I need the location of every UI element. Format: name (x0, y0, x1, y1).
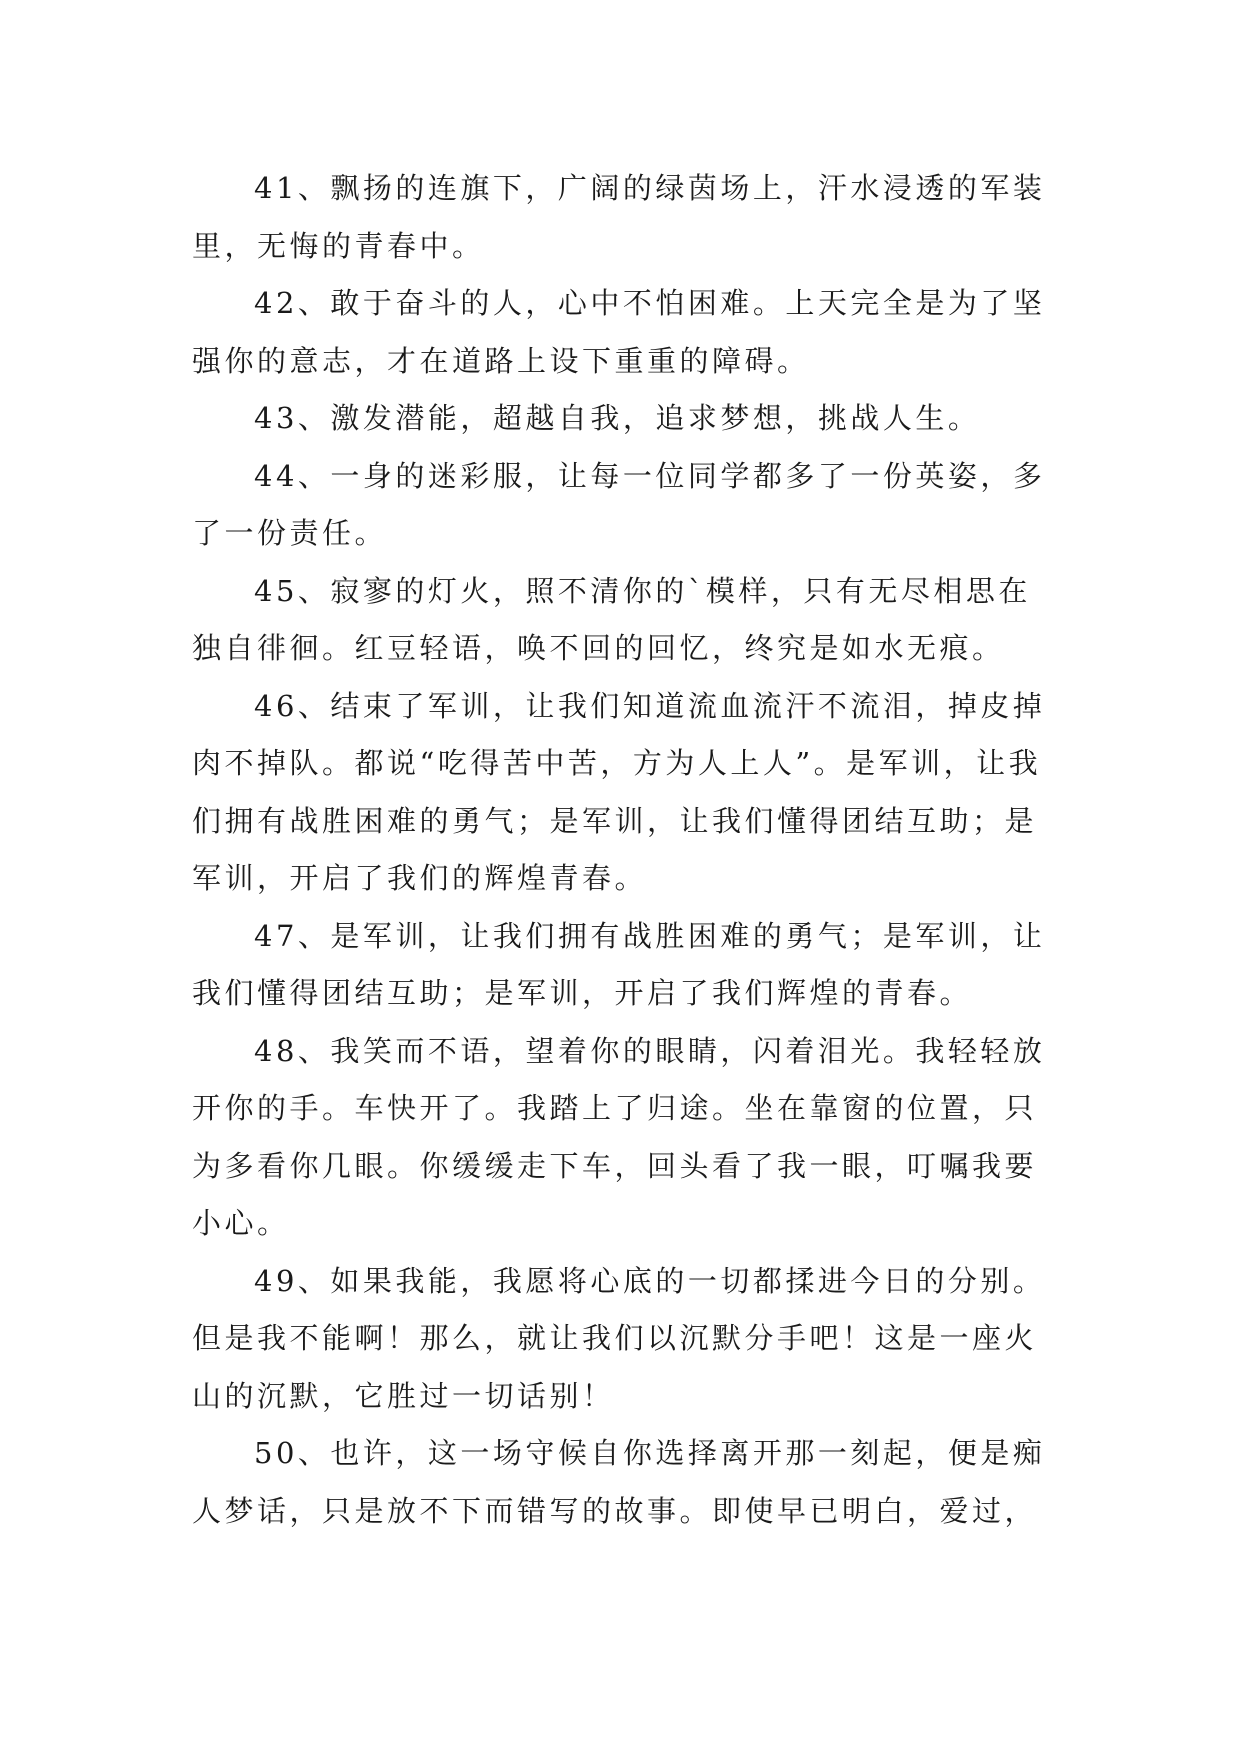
paragraph-41: 41、飘扬的连旗下，广阔的绿茵场上，汗水浸透的军装里，无悔的青春中。 (192, 171, 1046, 263)
paragraph-49: 49、如果我能，我愿将心底的一切都揉进今日的分别。但是我不能啊！那么，就让我们以沉默分手吧！这是一座火山的沉默，它胜过一切话别！ (192, 1263, 1046, 1413)
paragraph-50: 50、也许，这一场守候自你选择离开那一刻起，便是痴人梦话，只是放不下而错写的故事。即使早已明白，爱过， (192, 1436, 1046, 1528)
paragraph-43: 43、激发潜能，超越自我，追求梦想，挑战人生。 (254, 401, 981, 435)
document-body (192, 160, 1052, 1540)
paragraph-46: 46、结束了军训，让我们知道流血流汗不流泪，掉皮掉肉不掉队。都说“吃得苦中苦，方为人上人”。是军训，让我们拥有战胜困难的勇气；是军训，让我们懂得团结互助；是军训，开启了我们的辉煌青春。 (192, 688, 1046, 895)
paragraph-45: 45、寂寥的灯火，照不清你的`模样，只有无尽相思在独自徘徊。红豆轻语，唤不回的回忆，终究是如水无痕。 (192, 573, 1031, 665)
paragraph-48: 48、我笑而不语，望着你的眼睛，闪着泪光。我轻轻放开你的手。车快开了。我踏上了归途。坐在靠窗的位置，只为多看你几眼。你缓缓走下车，回头看了我一眼，叮嘱我要小心。 (192, 1033, 1046, 1240)
paragraph-47: 47、是军训，让我们拥有战胜困难的勇气；是军训，让我们懂得团结互助；是军训，开启了我们辉煌的青春。 (192, 918, 1046, 1010)
paragraph-42: 42、敢于奋斗的人，心中不怕困难。上天完全是为了坚强你的意志，才在道路上设下重重的障碍。 (192, 286, 1046, 378)
paragraph-44: 44、一身的迷彩服，让每一位同学都多了一份英姿，多了一份责任。 (192, 458, 1046, 550)
